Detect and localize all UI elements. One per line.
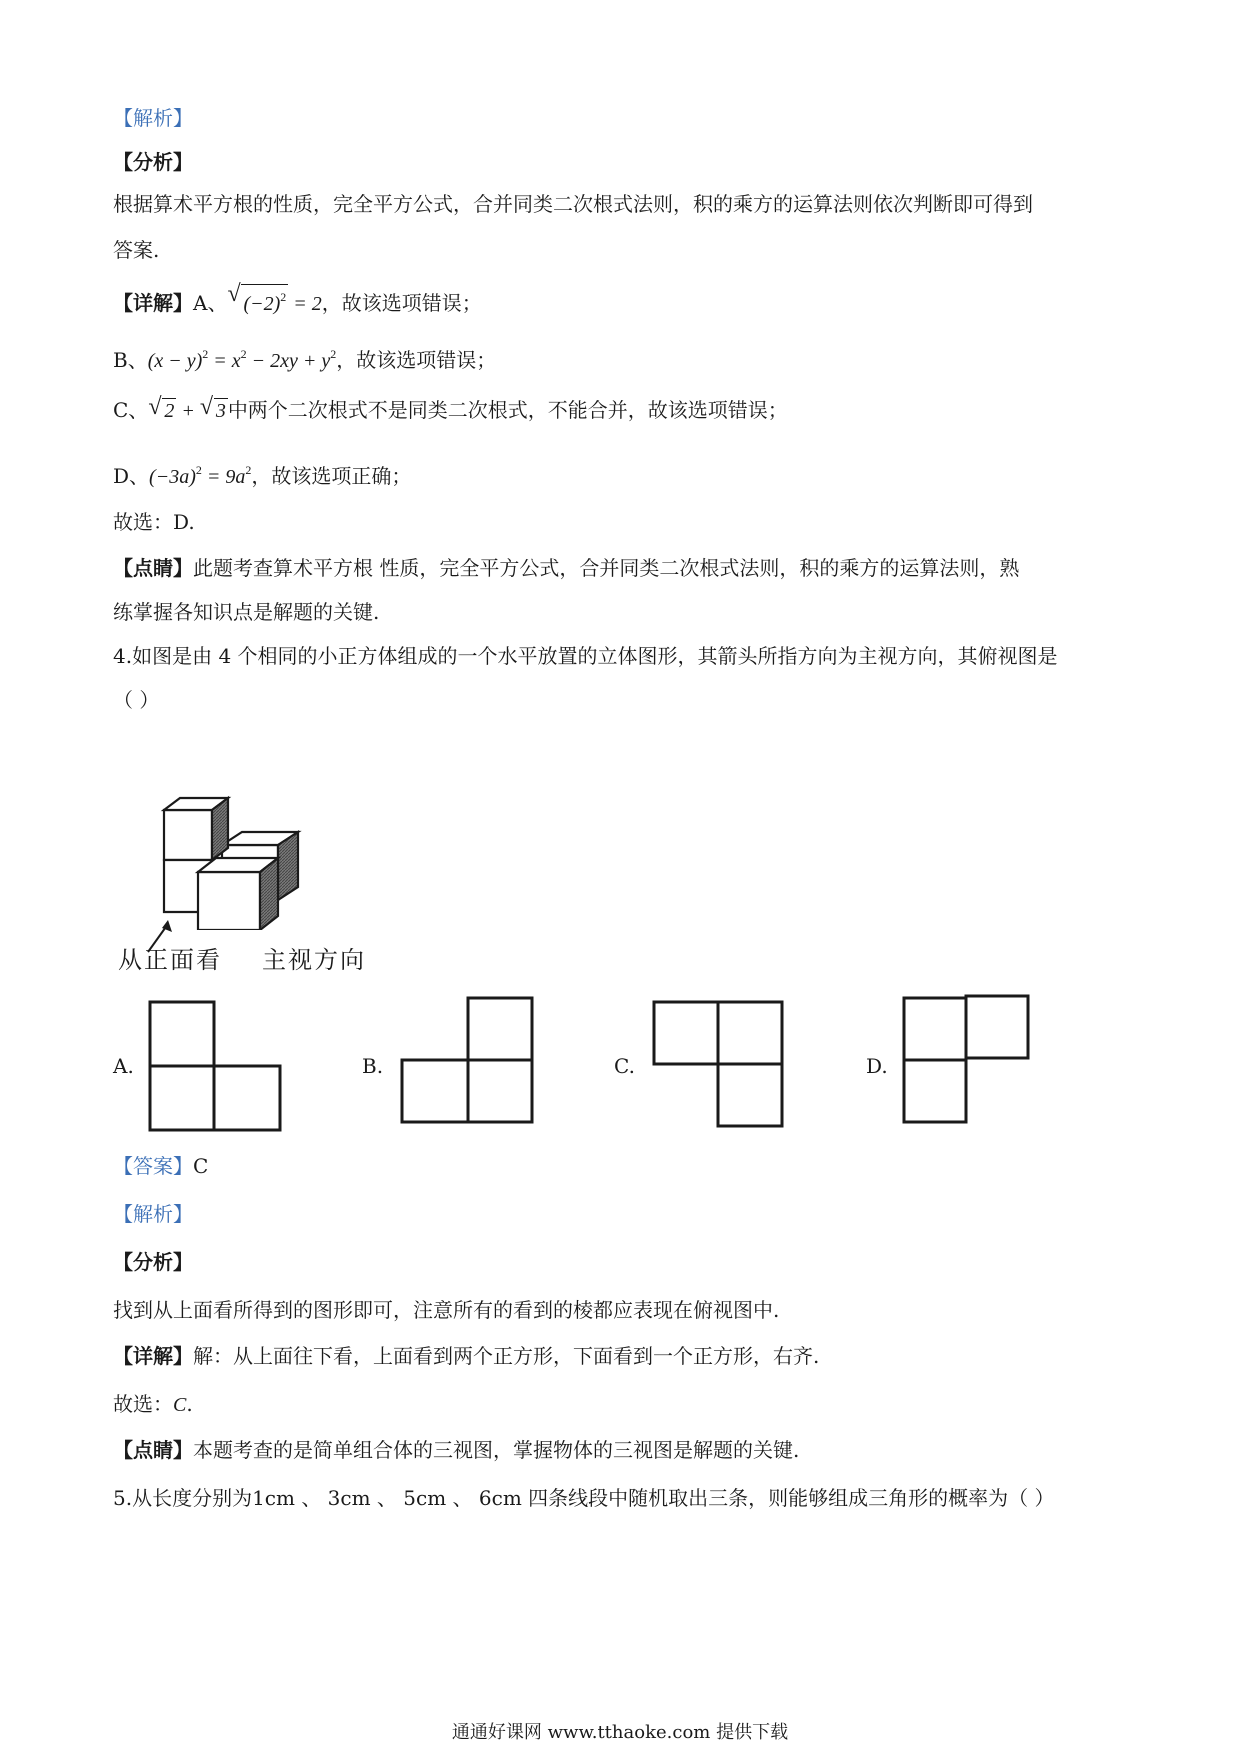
answer-line (113, 1152, 208, 1180)
figure-caption-right: 主视方向 (262, 946, 366, 974)
detail-label: 【详解】 (113, 291, 193, 315)
choice-text: 故选：C. (113, 1392, 193, 1416)
option-a-figure (148, 1000, 284, 1132)
analysis-text: 找到从上面看所得到的图形即可，注意所有的看到的棱都应表现在俯视图中. (113, 1298, 780, 1322)
sqrt-expression: √ $(-2)^2$ (227, 284, 288, 318)
page-footer: 通通好课网 www.tthaoke.com 提供下载 (451, 1722, 789, 1743)
answer-value: C (193, 1154, 209, 1178)
fenxi-label: 【分析】 (113, 1250, 193, 1274)
sqrt-expression: √ 2 (148, 397, 176, 425)
detail-c (113, 396, 788, 425)
option-prefix: D、 (113, 464, 150, 488)
answer-label: 【答案】 (113, 1154, 193, 1178)
answer-blank: （ ） (113, 688, 160, 712)
detail-a (113, 284, 482, 318)
detail-d (113, 456, 411, 491)
conclusion-text: 中两个二次根式不是同类二次根式，不能合并，故该选项错误； (227, 398, 788, 422)
option-b-label: B. (362, 1054, 384, 1078)
option-d-figure (902, 994, 1032, 1124)
detail-text: 解：从上面往下看，上面看到两个正方形，下面看到一个正方形，右齐. (193, 1344, 820, 1368)
question-5-stem: 5.从长度分别为1cm 、 3cm 、 5cm 、 6cm 四条线段中随机取出三条，则能够组成三角形的概率为（ ） (113, 1486, 1055, 1510)
math-expression: = 2 (288, 293, 322, 315)
dianjing-label: 【点睛】 (113, 1438, 193, 1462)
dianjing-line (113, 554, 1019, 582)
dianjing-text: 此题考查算术平方根 性质，完全平方公式，合并同类二次根式法则，积的乘方的运算法则，熟 (193, 556, 1020, 580)
detail-label: 【详解】 (113, 1344, 193, 1368)
cube-figure (150, 780, 310, 930)
detail-b (113, 340, 496, 375)
math-expression: + (176, 400, 200, 422)
dianjing-line (113, 1436, 799, 1464)
conclusion-text: ，故该选项正确； (251, 464, 412, 488)
jiexi-label: 【解析】 (113, 106, 193, 130)
option-d-label: D. (866, 1054, 888, 1078)
detail-line (113, 1342, 819, 1370)
jiexi-label: 【解析】 (113, 1202, 193, 1226)
fenxi-label: 【分析】 (113, 150, 193, 174)
option-c-figure (652, 1000, 786, 1130)
analysis-text: 答案. (113, 238, 160, 262)
option-a-label: A. (113, 1054, 134, 1078)
dianjing-text: 练掌握各知识点是解题的关键. (113, 600, 380, 624)
choice-text: 故选：D. (113, 510, 195, 534)
question-4-stem: 4.如图是由 4 个相同的小正方体组成的一个水平放置的立体图形，其箭头所指方向为主视方向，其俯视图是 (113, 644, 1058, 668)
dianjing-label: 【点睛】 (113, 556, 193, 580)
figure-caption-left: 从正面看 (118, 946, 222, 974)
conclusion-text: ，故该选项错误； (336, 348, 497, 372)
option-prefix: C、 (113, 398, 149, 422)
conclusion-text: ，故该选项错误； (321, 291, 482, 315)
option-b-figure (400, 996, 536, 1124)
sqrt-expression: √ 3 (200, 397, 228, 425)
option-prefix: A、 (193, 291, 228, 315)
dianjing-text: 本题考查的是简单组合体的三视图，掌握物体的三视图是解题的关键. (193, 1438, 800, 1462)
math-expression: $(-3a)^2 = 9a^2$ (149, 463, 252, 488)
analysis-text: 根据算术平方根的性质，完全平方公式，合并同类二次根式法则，积的乘方的运算法则依次判断即可得到 (113, 192, 1033, 216)
option-c-label: C. (614, 1054, 635, 1078)
math-expression: $(x - y)^2 = x^2 - 2xy + y^2$ (147, 347, 337, 372)
option-prefix: B、 (113, 348, 148, 372)
